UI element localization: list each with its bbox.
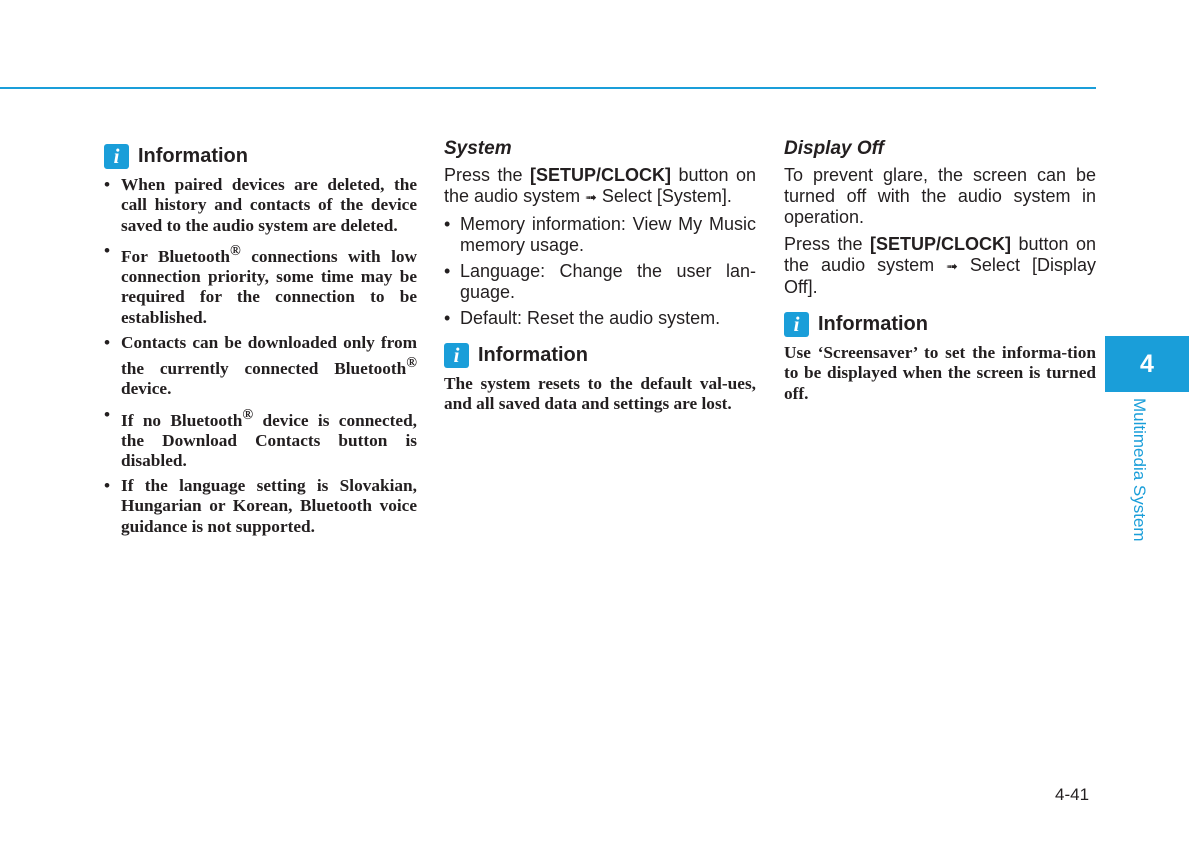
info-text: The system resets to the default val-ues, and all saved data and settings are lost. bbox=[444, 374, 756, 414]
info-title: Information bbox=[138, 145, 248, 167]
system-instruction: Press the [SETUP/CLOCK] button on the audio system ➟ Select [System]. bbox=[444, 165, 756, 206]
list-item: • Language: Change the user lan-guage. bbox=[444, 261, 756, 303]
info-icon: i bbox=[784, 312, 809, 337]
setup-clock-button-label: [SETUP/CLOCK] bbox=[869, 234, 1011, 254]
page-number: 4-41 bbox=[1055, 785, 1090, 804]
system-options-list bbox=[444, 214, 756, 329]
info-title: Information bbox=[478, 344, 588, 366]
column-right bbox=[784, 138, 1096, 404]
column-middle bbox=[444, 138, 756, 415]
info-heading bbox=[104, 144, 417, 169]
display-off-description: To prevent glare, the screen can be turned off with the audio system in operation. bbox=[784, 165, 1096, 227]
info-heading bbox=[444, 343, 756, 368]
list-item: • If no Bluetooth® device is connected, the Download Contacts button is disabled. bbox=[104, 405, 417, 472]
list-item: • Default: Reset the audio system. bbox=[444, 308, 756, 329]
chapter-tab: 4 bbox=[1105, 336, 1189, 392]
chapter-label: Multimedia System bbox=[1130, 398, 1149, 542]
arrow-icon: ➟ bbox=[946, 258, 958, 274]
section-title-system: System bbox=[444, 138, 512, 159]
info-list bbox=[104, 175, 417, 537]
info-icon: i bbox=[104, 144, 129, 169]
info-icon: i bbox=[444, 343, 469, 368]
display-off-instruction: Press the [SETUP/CLOCK] button on the audio system ➟ Select [Display Off]. bbox=[784, 234, 1096, 297]
list-item: • For Bluetooth® connections with low connection priority, some time may be required for the connection to be established. bbox=[104, 241, 417, 328]
setup-clock-button-label: [SETUP/CLOCK] bbox=[529, 165, 671, 185]
list-item: • When paired devices are deleted, the call history and contacts of the device saved to the audio system are deleted. bbox=[104, 175, 417, 236]
list-item: • Contacts can be downloaded only from the currently connected Bluetooth® device. bbox=[104, 333, 417, 400]
header-rule bbox=[0, 87, 1096, 89]
column-left bbox=[104, 138, 417, 542]
info-title: Information bbox=[818, 313, 928, 335]
info-text: Use ‘Screensaver’ to set the informa-tion to be displayed when the screen is turned off. bbox=[784, 343, 1096, 403]
arrow-icon: ➟ bbox=[585, 189, 597, 205]
list-item: • If the language setting is Slovakian, Hungarian or Korean, Bluetooth voice guidance is not supported. bbox=[104, 476, 417, 537]
list-item: • Memory information: View My Music memory usage. bbox=[444, 214, 756, 256]
info-heading bbox=[784, 312, 1096, 337]
section-title-display-off: Display Off bbox=[784, 138, 884, 159]
